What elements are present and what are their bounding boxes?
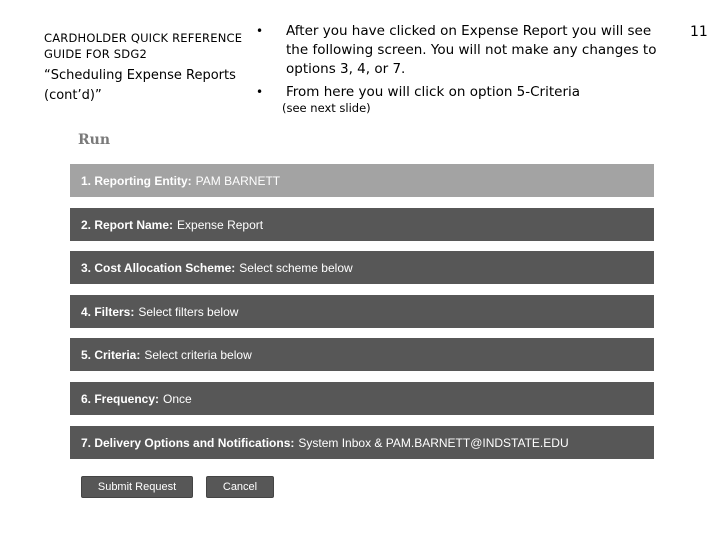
option-value: Select filters below [138,304,239,319]
option-filters[interactable] [70,295,654,328]
bullet-text: From here you will click on option 5-Criteria [286,84,581,100]
option-report-name[interactable] [70,208,654,241]
bullet-icon: • [256,85,264,99]
option-value: PAM BARNETT [195,173,281,188]
option-label: 3. Cost Allocation Scheme: [81,260,236,275]
option-value: Select scheme below [239,260,353,275]
slide-header-small: CARDHOLDER QUICK REFERENCE GUIDE FOR SDG2 [44,31,243,61]
option-label: 6. Frequency: [81,391,160,406]
bullet-text: After you have clicked on Expense Report you will see the following screen. You will not make any changes to options 3, 4, or 7. [286,23,657,77]
submit-request-button[interactable]: Submit Request [81,476,193,498]
run-panel-title: Run [78,132,110,148]
option-reporting-entity[interactable] [70,164,654,197]
option-frequency[interactable] [70,382,654,415]
option-value: Expense Report [177,217,264,232]
bullet-item [256,22,676,79]
option-value: Once [163,391,192,406]
bullet-icon: • [256,24,264,38]
cancel-button[interactable]: Cancel [206,476,274,498]
instruction-bullets [256,22,676,102]
bullet-item [256,83,676,102]
option-value: Select criteria below [144,347,252,362]
slide-number: 11 [690,24,708,40]
slide-header-title: “Scheduling Expense Reports (cont’d)” [44,68,236,103]
option-cost-allocation-scheme[interactable] [70,251,654,284]
option-label: 4. Filters: [81,304,135,319]
option-criteria[interactable] [70,338,654,371]
option-label: 5. Criteria: [81,347,141,362]
option-value: System Inbox & PAM.BARNETT@INDSTATE.EDU [298,435,569,450]
option-label: 1. Reporting Entity: [81,173,192,188]
option-label: 7. Delivery Options and Notifications: [81,435,295,450]
see-next-note: (see next slide) [282,101,371,115]
option-label: 2. Report Name: [81,217,174,232]
option-delivery-options[interactable] [70,426,654,459]
